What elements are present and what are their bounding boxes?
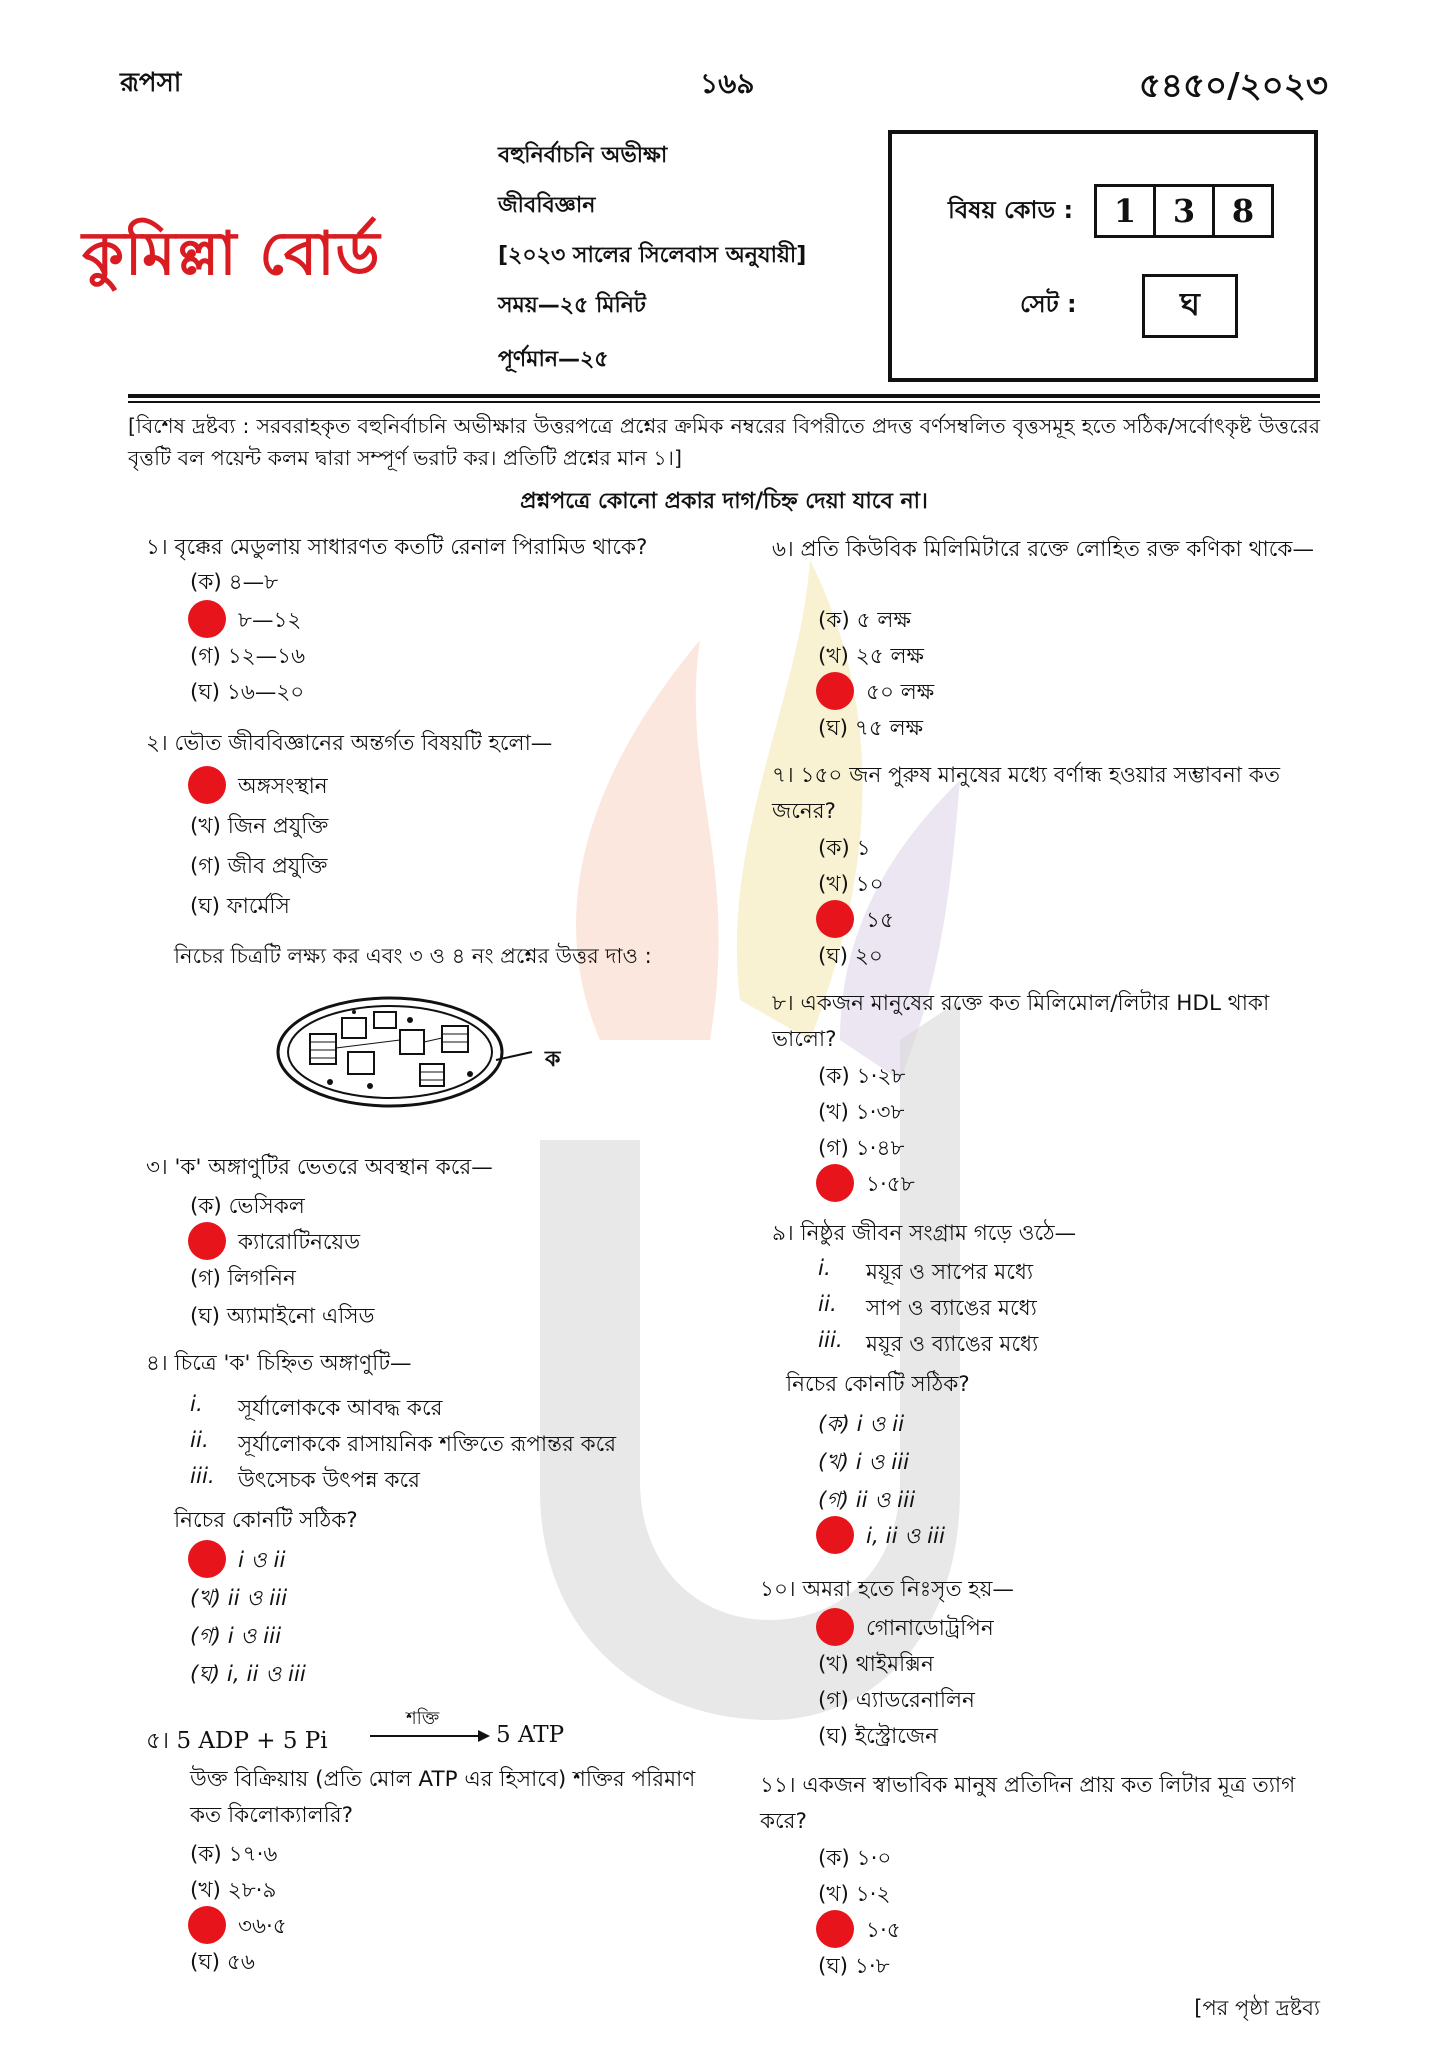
question-text: ১০। অমরা হতে নিঃসৃত হয়—: [760, 1577, 1014, 1602]
option: (ঘ) ২০: [818, 944, 883, 969]
statement: ময়ূর ও ব্যাঙের মধ্যে: [866, 1332, 1039, 1357]
exam-type: বহুনির্বাচনি অভীক্ষা: [498, 143, 668, 168]
answer-dot: [816, 1516, 854, 1554]
answer-dot: [816, 1608, 854, 1646]
question-text: ১। বৃক্কের মেডুলায় সাধারণত কতটি রেনাল পিরামিড থাকে?: [146, 535, 648, 560]
option: (খ) জিন প্রযুক্তি: [190, 814, 329, 839]
question-3: [146, 1150, 706, 1186]
option: (ক) ভেসিকল: [190, 1194, 305, 1219]
option: (ক) ১·২৮: [818, 1064, 906, 1089]
question-text: ৮। একজন মানুষের রক্তে কত মিলিমোল/লিটার HDL থাকা ভালো?: [772, 991, 1270, 1052]
exam-time: সময়—২৫ মিনিট: [498, 293, 646, 318]
subject-code-digit: 1: [1097, 187, 1156, 235]
statement: ময়ূর ও সাপের মধ্যে: [866, 1260, 1034, 1285]
option: গোনাডোট্রপিন: [866, 1616, 994, 1641]
answer-dot: [816, 672, 854, 710]
statement: সূর্যালোককে রাসায়নিক শক্তিতে রূপান্তর করে: [238, 1432, 617, 1457]
option: ১৫: [866, 908, 894, 933]
question-9: [772, 1216, 1320, 1252]
option: (খ) ii ও iii: [190, 1586, 288, 1611]
board-name: কুমিল্লা বোর্ড: [82, 219, 381, 289]
option: (খ) ১·২: [818, 1882, 891, 1907]
chloroplast-figure: [270, 990, 590, 1120]
answer-dot: [816, 1164, 854, 1202]
q5-reaction-rhs: 5 ATP: [496, 1722, 565, 1748]
arrow-right-icon: [370, 1726, 490, 1746]
option: (ক) ৪—৮: [190, 570, 279, 595]
exam-syllabus: [২০২৩ সালের সিলেবাস অনুযায়ী]: [498, 243, 807, 268]
option: ১·৫৮: [866, 1172, 915, 1197]
which-correct: নিচের কোনটি সঠিক?: [786, 1372, 970, 1397]
subject-code-digit: 8: [1231, 192, 1255, 230]
question-10: [760, 1572, 1320, 1608]
option: (গ) ii ও iii: [818, 1488, 916, 1513]
option: (গ) i ও iii: [190, 1624, 282, 1649]
answer-dot: [188, 1906, 226, 1944]
statement-number: iii.: [190, 1464, 215, 1489]
option: (খ) ২৮·৯: [190, 1878, 277, 1903]
option: (ক) i ও ii: [818, 1412, 905, 1437]
set-value: ঘ: [1142, 274, 1238, 338]
question-text: ৪। চিত্রে 'ক' চিহ্নিত অঙ্গাণুটি—: [146, 1351, 412, 1376]
option: ৩৬·৫: [238, 1914, 287, 1939]
which-correct: নিচের কোনটি সঠিক?: [174, 1508, 358, 1533]
question-8: [772, 986, 1320, 1058]
page-number: ১৬৯: [700, 67, 755, 100]
answer-dot: [816, 900, 854, 938]
question-1: [146, 530, 706, 566]
statement-number: ii.: [190, 1428, 209, 1453]
option: (ঘ) ৭৫ লক্ষ: [818, 716, 924, 741]
option: (খ) ১০: [818, 872, 884, 897]
answer-dot: [188, 766, 226, 804]
subject-code-digit: 3: [1156, 187, 1215, 235]
question-text: ৬। প্রতি কিউবিক মিলিমিটারে রক্তে লোহিত রক্ত কণিকা থাকে—: [772, 537, 1314, 562]
option: অঙ্গসংস্থান: [238, 774, 328, 799]
continue-note: [পর পৃষ্ঠা দ্রষ্টব্য: [1194, 1996, 1320, 2020]
special-note: [বিশেষ দ্রষ্টব্য : সরবরাহকৃত বহুনির্বাচনি অভীক্ষার উত্তরপত্রে প্রশ্নের ক্রমিক নম্বরের বিপরীতে প্রদত্ত বর্ণসম্বলিত বৃত্তসমূহ হতে সঠিক/সর্বোৎকৃষ্ট উত্তরের বৃত্তটি বল পয়েন্ট কলম দ্বারা সম্পূর্ণ ভরাট কর। প্রতিটি প্রশ্নের মান ১।]: [128, 414, 1320, 470]
figure-instruction: নিচের চিত্রটি লক্ষ্য কর এবং ৩ ও ৪ নং প্রশ্নের উত্তর দাও :: [174, 944, 652, 968]
header-rule: [128, 401, 1320, 403]
option: (ঘ) ইস্ট্রোজেন: [818, 1724, 938, 1749]
option: (খ) ১·৩৮: [818, 1100, 905, 1125]
question-text: ১১। একজন স্বাভাবিক মানুষ প্রতিদিন প্রায় কত লিটার মূত্র ত্যাগ করে?: [760, 1773, 1296, 1834]
question-text: ২। ভৌত জীববিজ্ঞানের অন্তর্গত বিষয়টি হলো—: [146, 731, 553, 756]
option: (খ) ২৫ লক্ষ: [818, 644, 924, 669]
statement: উৎসেচক উৎপন্ন করে: [238, 1468, 421, 1493]
statement-number: i.: [818, 1256, 831, 1281]
option: (গ) এ্যাডরেনালিন: [818, 1688, 975, 1713]
option: (ক) ১: [818, 836, 871, 861]
option: ৫০ লক্ষ: [866, 680, 935, 705]
option: (গ) ১·৪৮: [818, 1136, 905, 1161]
q5-arrow-label: শক্তি: [406, 1708, 440, 1729]
statement: সূর্যালোককে আবদ্ধ করে: [238, 1396, 443, 1421]
question-6: [772, 532, 1320, 568]
question-7: [772, 758, 1320, 830]
set-label: সেট :: [1020, 290, 1077, 318]
option: (ঘ) অ্যামাইনো এসিড: [190, 1304, 375, 1329]
option: (ক) ৫ লক্ষ: [818, 608, 911, 633]
question-text: ৩। 'ক' অঙ্গাণুটির ভেতরে অবস্থান করে—: [146, 1155, 493, 1180]
option: ৮—১২: [238, 608, 302, 633]
option: i ও ii: [238, 1548, 286, 1573]
no-mark-notice: প্রশ্নপত্রে কোনো প্রকার দাগ/চিহ্ন দেয়া যাবে না।: [520, 489, 928, 514]
question-text: উক্ত বিক্রিয়ায় (প্রতি মোল ATP এর হিসাবে) শক্তির পরিমাণ কত কিলোক্যালরি?: [190, 1767, 696, 1828]
subject-code-label: বিষয় কোড :: [948, 196, 1074, 224]
statement-number: iii.: [818, 1328, 843, 1353]
answer-dot: [188, 1222, 226, 1260]
question-4: [146, 1346, 706, 1382]
option: i, ii ও iii: [866, 1524, 946, 1549]
option: (ঘ) ফার্মেসি: [190, 894, 290, 919]
option: (ক) ১৭·৬: [190, 1842, 278, 1867]
subject-code-box: [888, 130, 1318, 382]
paper-code: ৫৪৫০/২০২৩: [1138, 66, 1328, 106]
exam-marks: পূর্ণমান—২৫: [498, 347, 609, 372]
option: (খ) থাইমক্সিন: [818, 1652, 934, 1677]
answer-dot: [188, 1540, 226, 1578]
question-text: ৭। ১৫০ জন পুরুষ মানুষের মধ্যে বর্ণান্ধ হওয়ার সম্ভাবনা কত জনের?: [772, 763, 1280, 824]
option: (ঘ) ১৬—২০: [190, 680, 305, 705]
subject-code-digits: [1094, 184, 1274, 238]
option: (গ) লিগনিন: [190, 1266, 296, 1291]
statement: সাপ ও ব্যাঙের মধ্যে: [866, 1296, 1037, 1321]
option: ক্যারোটিনয়েড: [238, 1230, 361, 1255]
answer-dot: [816, 1910, 854, 1948]
option: (ঘ) i, ii ও iii: [190, 1662, 306, 1687]
statement-number: ii.: [818, 1292, 837, 1317]
option: (গ) জীব প্রযুক্তি: [190, 854, 328, 879]
exam-subject: জীববিজ্ঞান: [498, 193, 596, 218]
question-text: ৯। নিষ্ঠুর জীবন সংগ্রাম গড়ে ওঠে—: [772, 1221, 1077, 1246]
option: (গ) ১২—১৬: [190, 644, 306, 669]
option: ১·৫: [866, 1918, 901, 1943]
option: (ঘ) ১·৮: [818, 1954, 890, 1979]
option: (ক) ১·০: [818, 1846, 892, 1871]
header-rule: [128, 394, 1320, 398]
question-11: [760, 1768, 1320, 1840]
question-2: [146, 726, 706, 762]
header-left-label: রূপসা: [120, 68, 182, 98]
statement-number: i.: [190, 1392, 203, 1417]
q5-reaction-lhs: ৫। 5 ADP + 5 Pi: [146, 1728, 328, 1754]
answer-dot: [188, 600, 226, 638]
figure-label: ক: [545, 1047, 561, 1072]
option: (ঘ) ৫৬: [190, 1950, 255, 1975]
question-5: [190, 1762, 700, 1834]
option: (খ) i ও iii: [818, 1450, 910, 1475]
